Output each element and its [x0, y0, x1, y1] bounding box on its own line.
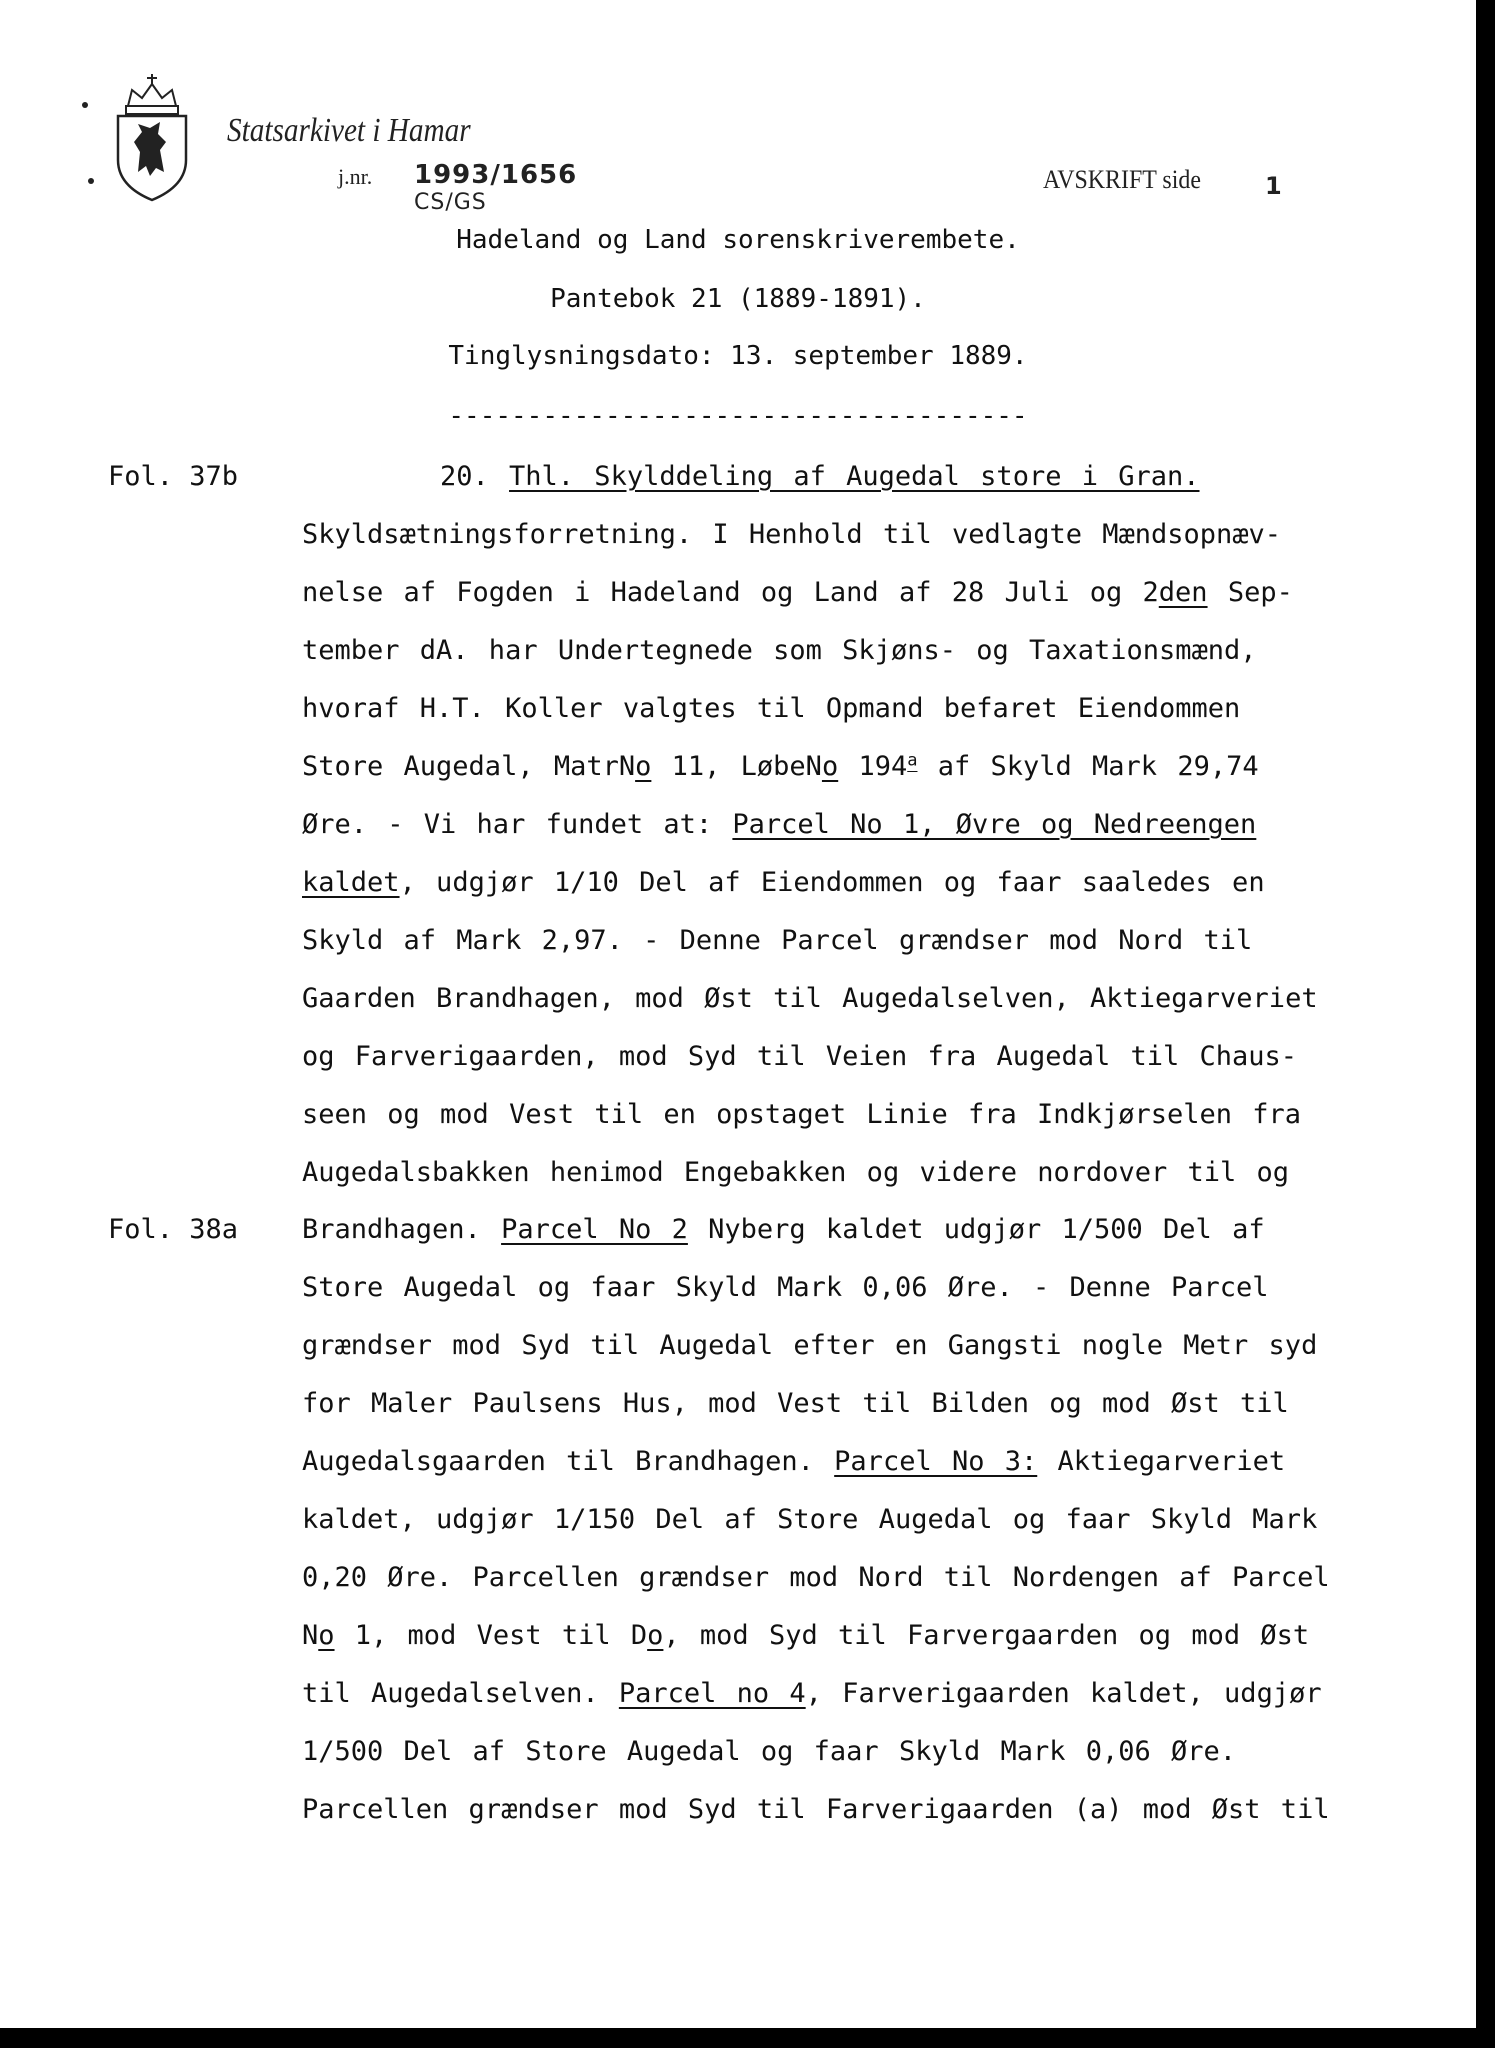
parcel-2-name: Parcel No 2: [501, 1214, 688, 1245]
seal-dot-top: [82, 102, 88, 108]
page-number: 1: [1265, 172, 1282, 200]
text-line-5: Store Augedal, MatrNo 11, LøbeNo 194$^a$ af Skyld Mark 29,74: [302, 750, 1259, 782]
transcriber-initials: CS/GS: [414, 190, 487, 215]
parcel-4-name: Parcel no 4: [618, 1678, 806, 1709]
text-line-9: Gaarden Brandhagen, mod Øst til Augedalselven, Aktiegarveriet: [302, 983, 1318, 1014]
archive-name: Statsarkivet i Hamar: [227, 112, 471, 149]
text-line-15: grændser mod Syd til Augedal efter en Gangsti nogle Metr syd: [302, 1330, 1318, 1361]
text-line-16: for Maler Paulsens Hus, mod Vest til Bilden og mod Øst til: [302, 1388, 1289, 1419]
coat-of-arms-seal: [100, 72, 200, 202]
text-line-13: Brandhagen. Parcel No 2 Nyberg kaldet udgjør 1/500 Del af: [302, 1214, 1265, 1245]
heading-rule: -------------------------------------: [448, 401, 1028, 431]
text-line-10: og Farverigaarden, mod Syd til Veien fra Augedal til Chaus-: [302, 1041, 1298, 1072]
text-line-20: No 1, mod Vest til Do, mod Syd til Farvergaarden og mod Øst: [302, 1620, 1310, 1651]
text-line-6: Øre. - Vi har fundet at: Parcel No 1, Øvre og Nedreengen: [302, 809, 1257, 840]
text-line-19: 0,20 Øre. Parcellen grændser mod Nord til Nordengen af Parcel: [302, 1562, 1330, 1593]
text-line-21: til Augedalselven. Parcel no 4, Farverigaarden kaldet, udgjør: [302, 1678, 1322, 1709]
transcript-page-label: AVSKRIFT side: [1043, 165, 1201, 194]
text-line-12: Augedalsbakken henimod Engebakken og videre nordover til og: [302, 1157, 1290, 1188]
text-line-3: tember dA. har Undertegnede som Skjøns- og Taxationsmænd,: [302, 635, 1257, 666]
text-line-1: Skyldsætningsforretning. I Henhold til vedlagte Mændsopnæv-: [302, 519, 1282, 550]
text-line-2: nelse af Fogden i Hadeland og Land af 28 Juli og 2den Sep-: [302, 577, 1293, 608]
text-line-18: kaldet, udgjør 1/150 Del af Store Augedal og faar Skyld Mark: [302, 1504, 1318, 1535]
folio-37b: Fol. 37b: [108, 461, 239, 492]
registration-date: Tinglysningsdato: 13. september 1889.: [448, 341, 1028, 371]
text-line-11: seen og mod Vest til en opstaget Linie fra Indkjørselen fra: [302, 1099, 1302, 1130]
parcel-3-name: Parcel No 3:: [834, 1446, 1038, 1477]
entry-title-line: [440, 461, 1200, 492]
text-line-14: Store Augedal og faar Skyld Mark 0,06 Øre. - Denne Parcel: [302, 1272, 1269, 1303]
text-line-17: Augedalsgaarden til Brandhagen. Parcel No 3: Aktiegarveriet: [302, 1446, 1286, 1477]
text-line-22: 1/500 Del af Store Augedal og faar Skyld Mark 0,06 Øre.: [302, 1736, 1237, 1767]
folio-38a: Fol. 38a: [108, 1214, 239, 1245]
text-line-23: Parcellen grændser mod Syd til Farverigaarden (a) mod Øst til: [302, 1794, 1330, 1825]
parcel-1-name: Parcel No 1, Øvre og Nedreengen: [732, 809, 1257, 840]
journal-number: 1993/1656: [414, 160, 578, 190]
entry-number: 20.: [440, 461, 510, 492]
text-line-4: hvoraf H.T. Koller valgtes til Opmand befaret Eiendommen: [302, 693, 1241, 724]
entry-title: Thl. Skylddeling af Augedal store i Gran.: [509, 461, 1200, 492]
seal-dot-bottom: [88, 178, 94, 184]
text-line-7: kaldet, udgjør 1/10 Del af Eiendommen og faar saaledes en: [302, 867, 1265, 898]
office-heading: Hadeland og Land sorenskriverembete.: [456, 225, 1020, 255]
journal-number-label: j.nr.: [338, 164, 373, 189]
text-line-8: Skyld af Mark 2,97. - Denne Parcel grændser mod Nord til: [302, 925, 1253, 956]
book-heading: Pantebok 21 (1889-1891).: [550, 284, 926, 314]
